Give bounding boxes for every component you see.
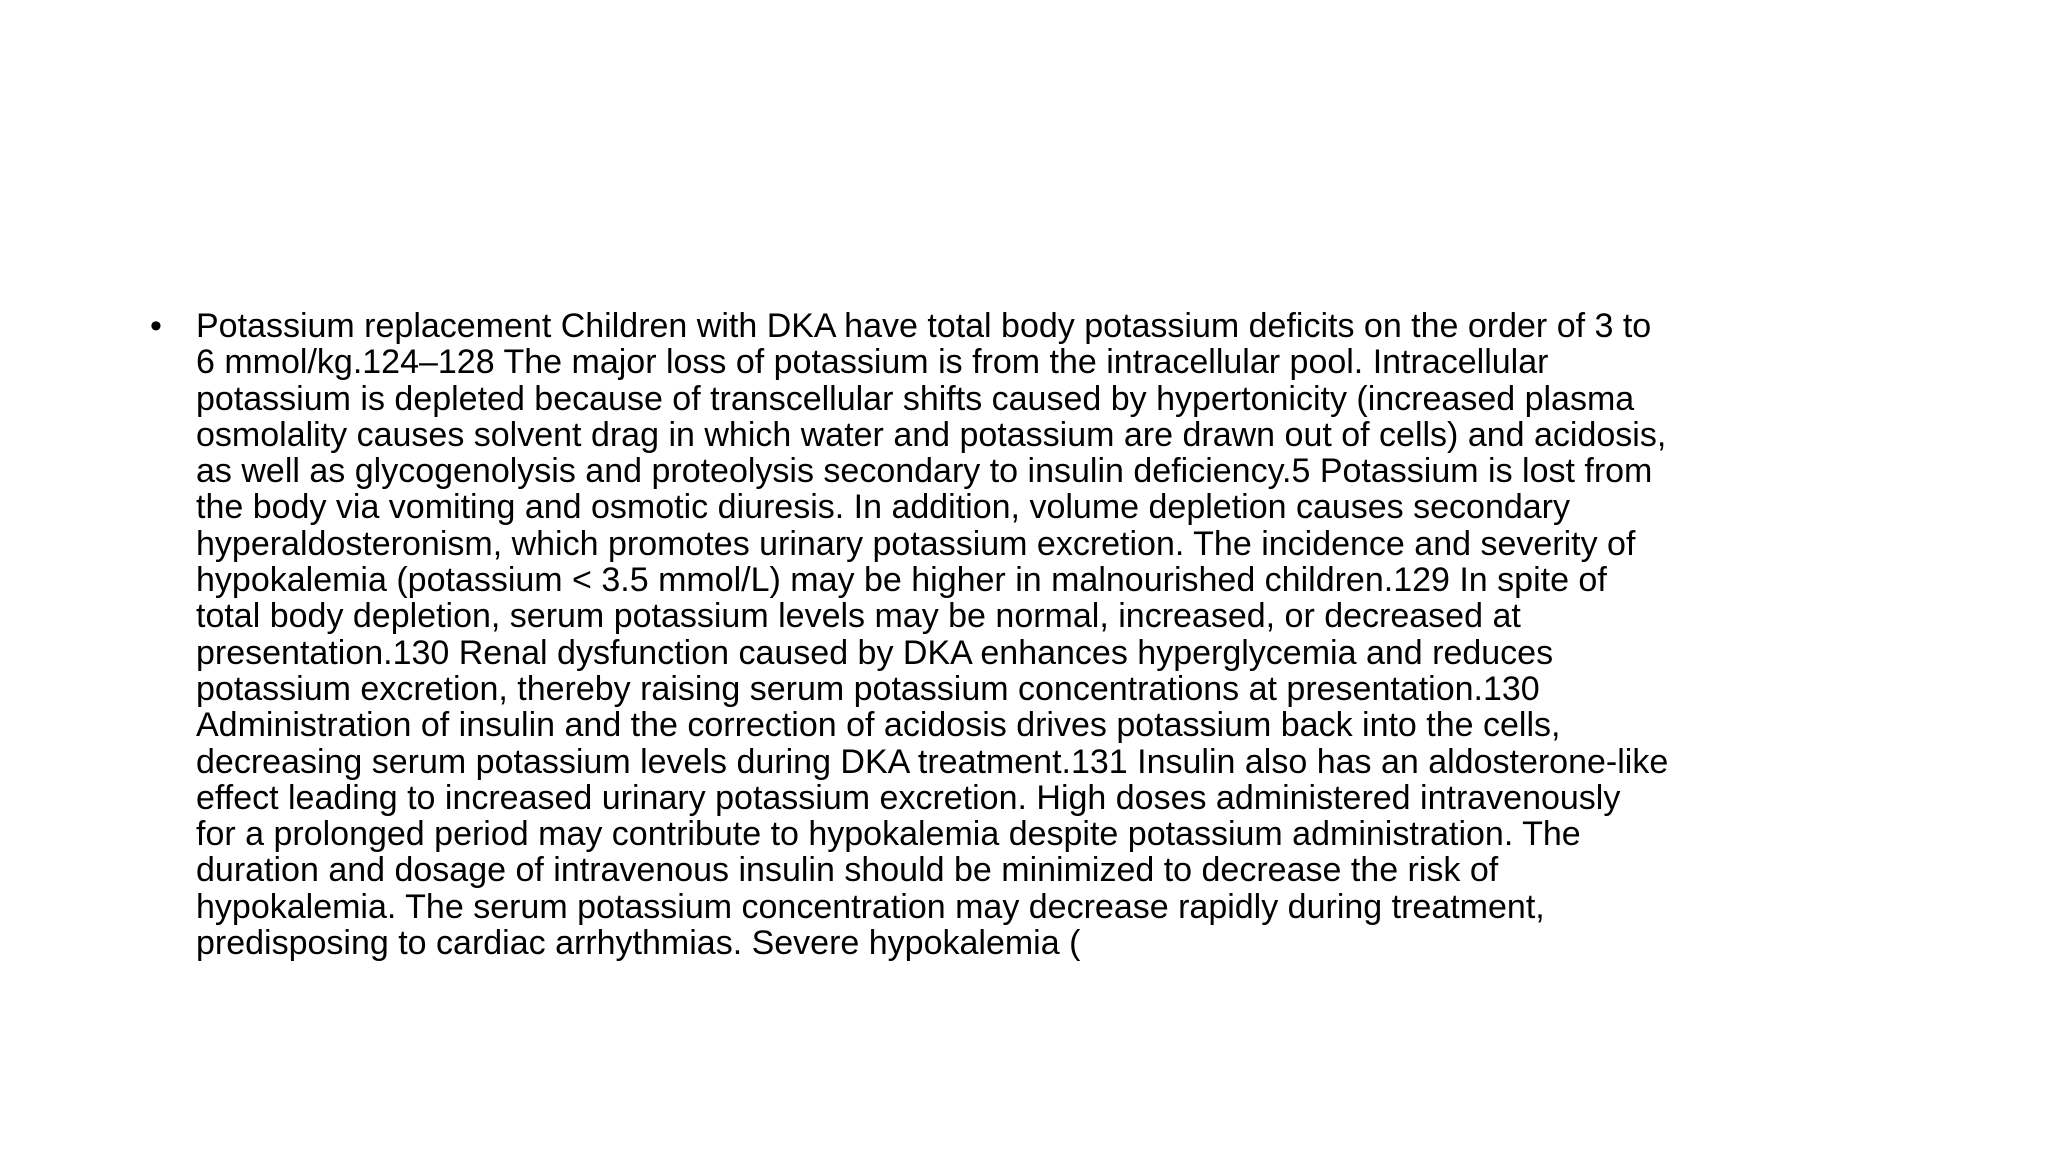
text-line: potassium excretion, thereby raising serum potassium concentrations at presentation.130 xyxy=(196,669,1540,708)
text-line: hypokalemia. The serum potassium concentration may decrease rapidly during treatment, xyxy=(196,887,1545,926)
text-line: osmolality causes solvent drag in which water and potassium are drawn out of cells) and acidosis, xyxy=(196,415,1667,454)
text-line: total body depletion, serum potassium levels may be normal, increased, or decreased at xyxy=(196,597,1521,636)
text-line: Administration of insulin and the correction of acidosis drives potassium back into the cells, xyxy=(196,706,1561,745)
bullet-dot-icon: • xyxy=(150,307,162,345)
text-line: potassium is depleted because of transcellular shifts caused by hypertonicity (increased plasma xyxy=(196,379,1635,418)
text-line: hypokalemia (potassium < 3.5 mmol/L) may be higher in malnourished children.129 In spite of xyxy=(196,561,1607,600)
bullet-text xyxy=(196,308,1910,961)
text-line: presentation.130 Renal dysfunction caused by DKA enhances hyperglycemia and reduces xyxy=(196,633,1554,672)
text-line: as well as glycogenolysis and proteolysis secondary to insulin deficiency.5 Potassium is lost from xyxy=(196,452,1653,491)
slide-content xyxy=(150,308,1910,961)
text-line: 6 mmol/kg.124–128 The major loss of potassium is from the intracellular pool. Intracellular xyxy=(196,343,1549,382)
text-line: hyperaldosteronism, which promotes urinary potassium excretion. The incidence and severity of xyxy=(196,524,1636,563)
text-line: for a prolonged period may contribute to hypokalemia despite potassium administration. The xyxy=(196,815,1581,854)
bullet-item xyxy=(150,308,1910,961)
text-line: the body via vomiting and osmotic diuresis. In addition, volume depletion causes secondary xyxy=(196,488,1570,527)
text-line: duration and dosage of intravenous insulin should be minimized to decrease the risk of xyxy=(196,851,1499,890)
text-line: decreasing serum potassium levels during DKA treatment.131 Insulin also has an aldosterone-like xyxy=(196,742,1669,781)
text-line: predisposing to cardiac arrhythmias. Severe hypokalemia ( xyxy=(196,924,1081,963)
bullet-list xyxy=(150,308,1910,961)
text-line: Potassium replacement Children with DKA have total body potassium deficits on the order of 3 to xyxy=(196,307,1652,345)
text-line: effect leading to increased urinary potassium excretion. High doses administered intravenously xyxy=(196,778,1621,817)
